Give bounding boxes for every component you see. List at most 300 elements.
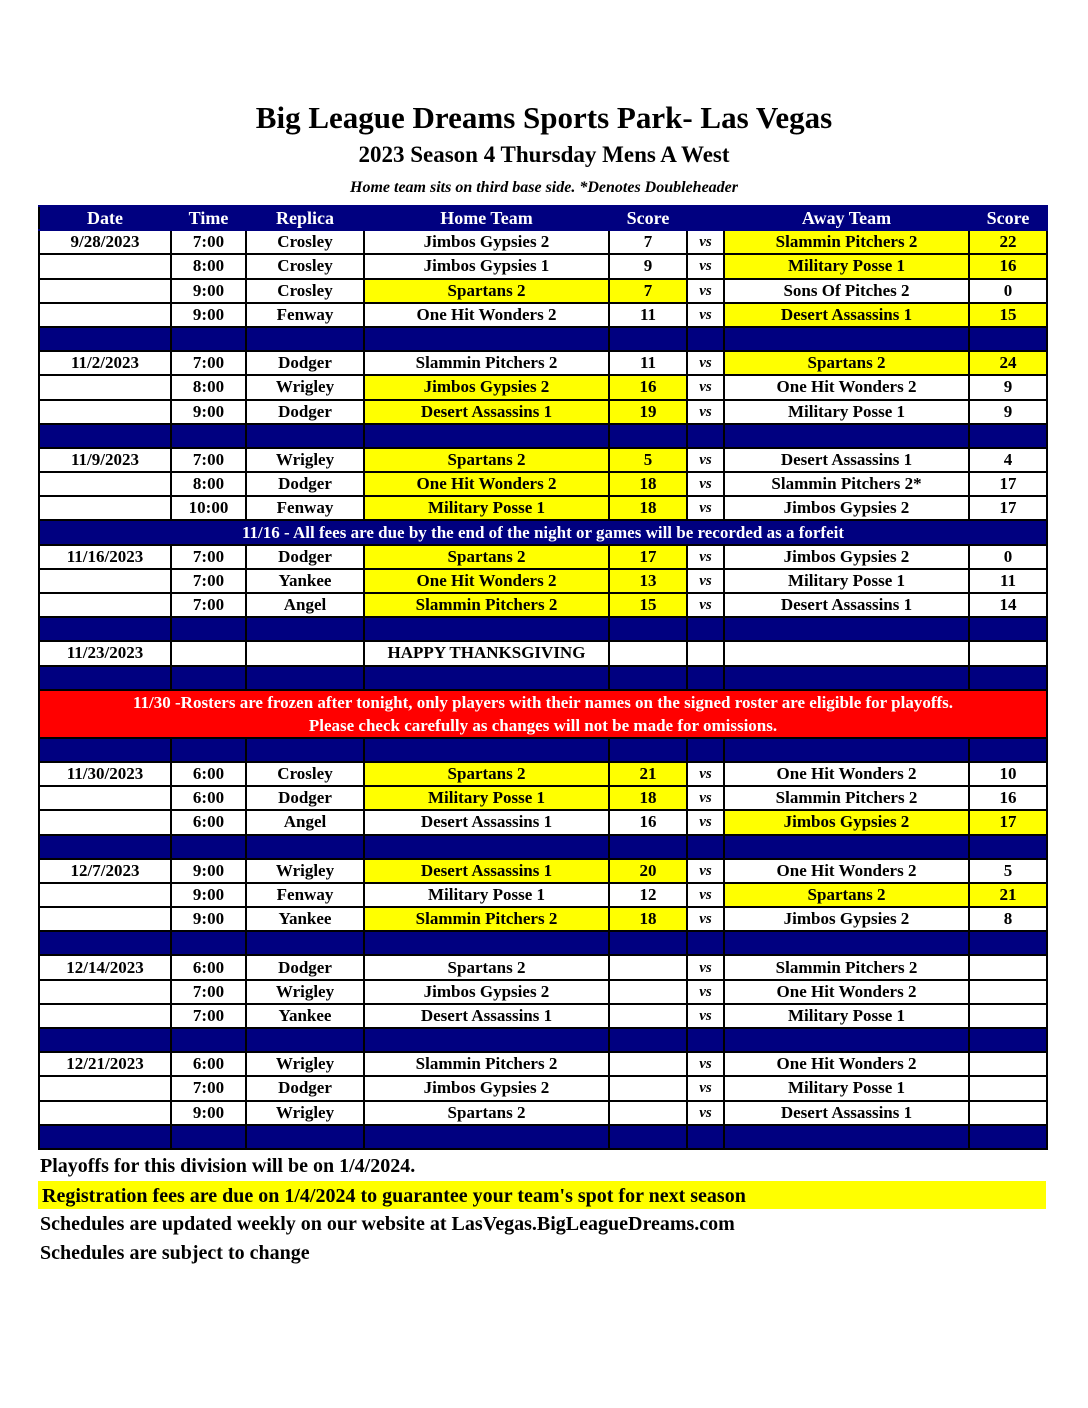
spacer-cell [609,617,687,641]
game-date [39,569,171,593]
vs-label: vs [687,1052,724,1076]
home-team: Military Posse 1 [364,786,609,810]
spacer-cell [724,424,969,448]
away-score [969,1101,1047,1125]
away-score [969,1076,1047,1100]
spacer-row [39,1125,1047,1149]
spacer-cell [246,738,364,762]
game-row [39,254,1047,278]
away-score: 10 [969,762,1047,786]
field-name: Fenway [246,496,364,520]
home-team: Desert Assassins 1 [364,810,609,834]
website-note: Schedules are updated weekly on our website at LasVegas.BigLeagueDreams.com [40,1213,735,1235]
spacer-cell [969,738,1047,762]
field-name: Crosley [246,230,364,254]
spacer-cell [724,931,969,955]
spacer-cell [171,1125,246,1149]
game-time: 7:00 [171,1076,246,1100]
spacer-cell [364,1125,609,1149]
field-name: Fenway [246,883,364,907]
away-score: 17 [969,472,1047,496]
column-header-replica: Replica [246,206,364,230]
field-name [246,641,364,665]
spacer-cell [609,835,687,859]
game-date: 11/23/2023 [39,641,171,665]
home-score: 9 [609,254,687,278]
game-row [39,230,1047,254]
game-time: 9:00 [171,859,246,883]
spacer-row [39,738,1047,762]
spacer-cell [246,617,364,641]
game-time: 7:00 [171,448,246,472]
game-row [39,351,1047,375]
notice-text: 11/16 - All fees are due by the end of the night or games will be recorded as a forfeit [39,520,1047,544]
away-score: 16 [969,254,1047,278]
away-score: 0 [969,279,1047,303]
away-score [969,980,1047,1004]
game-row [39,1101,1047,1125]
away-team: Desert Assassins 1 [724,593,969,617]
field-name: Dodger [246,1076,364,1100]
field-name: Crosley [246,254,364,278]
game-row [39,1076,1047,1100]
game-date: 11/30/2023 [39,762,171,786]
game-time: 7:00 [171,593,246,617]
vs-label: vs [687,762,724,786]
away-score: 9 [969,400,1047,424]
home-team: Jimbos Gypsies 2 [364,1076,609,1100]
home-team: Slammin Pitchers 2 [364,593,609,617]
vs-label: vs [687,254,724,278]
vs-label [687,641,724,665]
spacer-cell [364,327,609,351]
away-score: 8 [969,907,1047,931]
home-team: One Hit Wonders 2 [364,472,609,496]
game-time: 7:00 [171,230,246,254]
spacer-cell [609,424,687,448]
game-time: 9:00 [171,400,246,424]
spacer-cell [39,1125,171,1149]
home-score: 5 [609,448,687,472]
game-date: 11/2/2023 [39,351,171,375]
spacer-cell [39,327,171,351]
away-score: 15 [969,303,1047,327]
spacer-cell [609,666,687,690]
vs-label: vs [687,351,724,375]
spacer-cell [39,931,171,955]
vs-label: vs [687,859,724,883]
spacer-cell [969,666,1047,690]
game-date: 11/16/2023 [39,545,171,569]
game-date [39,400,171,424]
game-date [39,810,171,834]
game-row [39,1052,1047,1076]
vs-label: vs [687,1004,724,1028]
game-row [39,448,1047,472]
spacer-cell [364,1028,609,1052]
roster-alert-row [39,690,1047,738]
field-name: Dodger [246,955,364,979]
game-time: 9:00 [171,883,246,907]
field-name: Fenway [246,303,364,327]
column-header-time: Time [171,206,246,230]
field-name: Wrigley [246,1101,364,1125]
home-score: 21 [609,762,687,786]
away-score: 17 [969,496,1047,520]
spacer-cell [609,931,687,955]
spacer-cell [39,666,171,690]
home-team: Jimbos Gypsies 2 [364,375,609,399]
game-date [39,1101,171,1125]
game-date [39,303,171,327]
spacer-cell [364,931,609,955]
game-date [39,472,171,496]
spacer-cell [687,1028,724,1052]
spacer-cell [171,424,246,448]
spacer-cell [969,617,1047,641]
game-time: 6:00 [171,1052,246,1076]
home-score: 18 [609,786,687,810]
game-date: 12/21/2023 [39,1052,171,1076]
game-row [39,980,1047,1004]
spacer-cell [724,666,969,690]
spacer-cell [609,327,687,351]
home-score [609,641,687,665]
spacer-cell [969,327,1047,351]
spacer-row [39,424,1047,448]
alert-line-2: Please check carefully as changes will not be made for omissions. [308,715,778,735]
away-score: 14 [969,593,1047,617]
away-score: 22 [969,230,1047,254]
game-row [39,545,1047,569]
away-score: 9 [969,375,1047,399]
spacer-cell [724,327,969,351]
home-team: Desert Assassins 1 [364,400,609,424]
spacer-cell [246,424,364,448]
away-score: 4 [969,448,1047,472]
spacer-cell [724,1028,969,1052]
away-team: Military Posse 1 [724,254,969,278]
spacer-cell [687,617,724,641]
spacer-cell [364,738,609,762]
game-row [39,496,1047,520]
game-row [39,303,1047,327]
away-team: Military Posse 1 [724,1004,969,1028]
vs-label: vs [687,883,724,907]
season-subtitle: 2023 Season 4 Thursday Mens A West [358,142,730,167]
away-team: One Hit Wonders 2 [724,1052,969,1076]
game-time: 10:00 [171,496,246,520]
spacer-cell [687,835,724,859]
vs-label: vs [687,303,724,327]
game-row [39,810,1047,834]
column-header-home-score: Score [609,206,687,230]
home-score [609,955,687,979]
vs-label: vs [687,400,724,424]
vs-label: vs [687,472,724,496]
spacer-cell [39,1028,171,1052]
spacer-cell [246,1028,364,1052]
game-row [39,375,1047,399]
spacer-cell [364,424,609,448]
away-team: Desert Assassins 1 [724,448,969,472]
home-team: Slammin Pitchers 2 [364,907,609,931]
away-team: Slammin Pitchers 2 [724,786,969,810]
game-date [39,496,171,520]
field-name: Wrigley [246,448,364,472]
game-date [39,593,171,617]
game-time: 7:00 [171,980,246,1004]
home-team: Military Posse 1 [364,883,609,907]
game-row [39,472,1047,496]
field-name: Yankee [246,1004,364,1028]
away-team [724,641,969,665]
vs-label: vs [687,955,724,979]
away-score: 16 [969,786,1047,810]
home-score [609,1101,687,1125]
home-team: Spartans 2 [364,448,609,472]
spacer-cell [687,666,724,690]
home-score: 20 [609,859,687,883]
away-team: Slammin Pitchers 2 [724,955,969,979]
away-team: One Hit Wonders 2 [724,762,969,786]
vs-label: vs [687,1101,724,1125]
game-time: 6:00 [171,955,246,979]
home-team: HAPPY THANKSGIVING [364,641,609,665]
spacer-cell [969,1028,1047,1052]
schedule-table [38,205,1048,1150]
home-score: 15 [609,593,687,617]
home-score: 12 [609,883,687,907]
game-row [39,786,1047,810]
spacer-cell [364,666,609,690]
vs-label: vs [687,810,724,834]
header-row [39,206,1047,230]
spacer-row [39,835,1047,859]
vs-label: vs [687,1076,724,1100]
spacer-cell [609,738,687,762]
game-row [39,593,1047,617]
away-team: Military Posse 1 [724,569,969,593]
home-team: Spartans 2 [364,279,609,303]
spacer-cell [171,835,246,859]
game-time: 9:00 [171,1101,246,1125]
home-score [609,1076,687,1100]
spacer-cell [687,327,724,351]
column-header-vs [687,206,724,230]
spacer-cell [687,1125,724,1149]
game-time: 6:00 [171,810,246,834]
away-score: 5 [969,859,1047,883]
game-date [39,254,171,278]
spacer-cell [171,666,246,690]
spacer-row [39,327,1047,351]
field-name: Dodger [246,786,364,810]
away-score [969,1052,1047,1076]
field-name: Angel [246,810,364,834]
away-team: Military Posse 1 [724,400,969,424]
vs-label: vs [687,545,724,569]
spacer-cell [246,666,364,690]
away-team: Slammin Pitchers 2 [724,230,969,254]
game-date [39,1004,171,1028]
vs-label: vs [687,980,724,1004]
away-team: Spartans 2 [724,351,969,375]
alert-line-1: 11/30 -Rosters are frozen after tonight, only players with their names on the signed roster are eligible for playoffs. [132,692,954,712]
away-team: One Hit Wonders 2 [724,375,969,399]
spacer-cell [246,327,364,351]
game-date [39,279,171,303]
home-score: 11 [609,303,687,327]
home-team: One Hit Wonders 2 [364,303,609,327]
away-score: 21 [969,883,1047,907]
game-date [39,980,171,1004]
home-team: Jimbos Gypsies 1 [364,254,609,278]
game-row [39,955,1047,979]
spacer-cell [687,931,724,955]
home-team: Military Posse 1 [364,496,609,520]
game-date: 9/28/2023 [39,230,171,254]
spacer-cell [609,1028,687,1052]
spacer-row [39,666,1047,690]
game-time [171,641,246,665]
vs-label: vs [687,496,724,520]
game-date [39,883,171,907]
game-time: 7:00 [171,351,246,375]
game-time: 9:00 [171,303,246,327]
home-score: 11 [609,351,687,375]
home-team: Desert Assassins 1 [364,1004,609,1028]
vs-label: vs [687,448,724,472]
field-name: Yankee [246,569,364,593]
spacer-cell [39,617,171,641]
game-date: 11/9/2023 [39,448,171,472]
away-team: Jimbos Gypsies 2 [724,496,969,520]
home-team: Spartans 2 [364,955,609,979]
home-team: Slammin Pitchers 2 [364,351,609,375]
spacer-cell [724,738,969,762]
spacer-cell [246,835,364,859]
home-team: Jimbos Gypsies 2 [364,230,609,254]
game-row [39,883,1047,907]
game-date [39,1076,171,1100]
home-team: One Hit Wonders 2 [364,569,609,593]
spacer-cell [364,835,609,859]
column-header-away-team: Away Team [724,206,969,230]
vs-label: vs [687,375,724,399]
spacer-cell [39,424,171,448]
home-score: 16 [609,375,687,399]
vs-label: vs [687,569,724,593]
away-team: Desert Assassins 1 [724,303,969,327]
game-row [39,569,1047,593]
change-note: Schedules are subject to change [40,1242,310,1264]
field-name: Wrigley [246,980,364,1004]
spacer-cell [39,835,171,859]
registration-note: Registration fees are due on 1/4/2024 to guarantee your team's spot for next season [38,1181,1046,1209]
field-name: Wrigley [246,859,364,883]
away-team: Slammin Pitchers 2* [724,472,969,496]
game-time: 9:00 [171,279,246,303]
spacer-row [39,617,1047,641]
away-team: Jimbos Gypsies 2 [724,907,969,931]
game-row [39,400,1047,424]
vs-label: vs [687,593,724,617]
vs-label: vs [687,279,724,303]
away-team: Sons Of Pitches 2 [724,279,969,303]
column-header-away-score: Score [969,206,1047,230]
spacer-cell [969,835,1047,859]
field-name: Dodger [246,545,364,569]
spacer-cell [39,738,171,762]
away-team: Spartans 2 [724,883,969,907]
spacer-cell [724,835,969,859]
home-score: 18 [609,907,687,931]
vs-label: vs [687,907,724,931]
field-name: Dodger [246,472,364,496]
game-time: 9:00 [171,907,246,931]
game-row [39,641,1047,665]
game-time: 8:00 [171,472,246,496]
spacer-cell [171,931,246,955]
home-team: Slammin Pitchers 2 [364,1052,609,1076]
game-row [39,907,1047,931]
field-name: Dodger [246,400,364,424]
away-score: 11 [969,569,1047,593]
away-team: One Hit Wonders 2 [724,859,969,883]
home-score [609,1052,687,1076]
home-team: Spartans 2 [364,762,609,786]
vs-label: vs [687,230,724,254]
spacer-cell [171,738,246,762]
spacer-cell [246,1125,364,1149]
away-score [969,1004,1047,1028]
away-score: 0 [969,545,1047,569]
game-row [39,859,1047,883]
home-score: 7 [609,230,687,254]
spacer-cell [171,1028,246,1052]
spacer-row [39,931,1047,955]
away-team: Jimbos Gypsies 2 [724,545,969,569]
away-team: One Hit Wonders 2 [724,980,969,1004]
game-time: 7:00 [171,1004,246,1028]
spacer-cell [969,1125,1047,1149]
game-row [39,1004,1047,1028]
home-team-note: Home team sits on third base side. *Denotes Doubleheader [350,179,738,196]
game-date [39,786,171,810]
home-team: Spartans 2 [364,545,609,569]
game-date [39,375,171,399]
field-name: Wrigley [246,375,364,399]
spacer-cell [364,617,609,641]
away-score [969,955,1047,979]
home-score: 19 [609,400,687,424]
game-row [39,279,1047,303]
game-time: 7:00 [171,545,246,569]
home-score [609,1004,687,1028]
game-time: 7:00 [171,569,246,593]
home-score: 13 [609,569,687,593]
away-team: Military Posse 1 [724,1076,969,1100]
away-score: 17 [969,810,1047,834]
column-header-date: Date [39,206,171,230]
home-score: 16 [609,810,687,834]
home-team: Desert Assassins 1 [364,859,609,883]
field-name: Crosley [246,762,364,786]
roster-alert [39,690,1047,738]
spacer-cell [687,424,724,448]
spacer-row [39,1028,1047,1052]
